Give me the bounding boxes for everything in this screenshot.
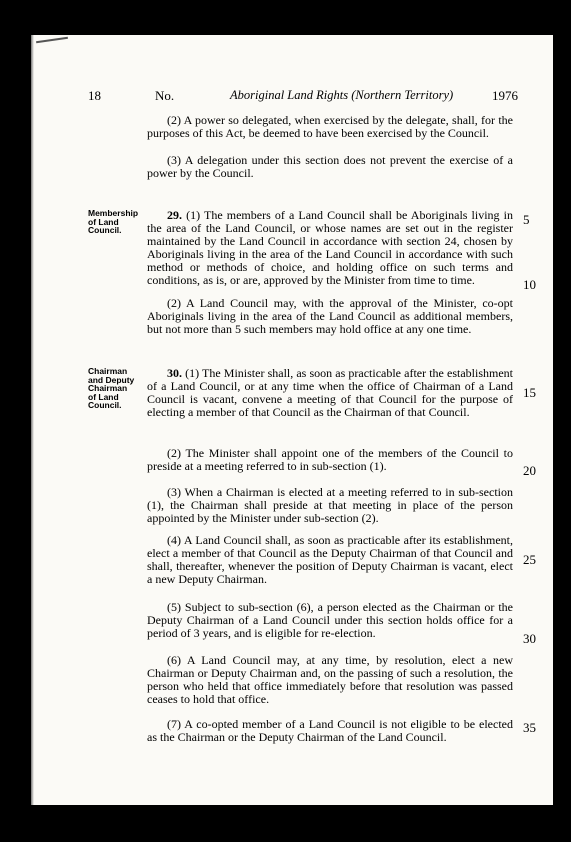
line-number: 20 [523, 463, 536, 478]
act-year: 1976 [492, 88, 518, 103]
running-header [88, 88, 518, 104]
act-number-label: No. [155, 88, 175, 103]
line-number: 10 [523, 277, 536, 292]
margin-note-line: of Land [88, 391, 119, 402]
section-number: 30. [167, 366, 182, 380]
section-30-subsection-6: (6) A Land Council may, at any time, by resolution, elect a new Chairman or Deputy Chairman and, on the passing of such a resolution, the person who held that office immediately before that resolution was passed ceases to hold that office. [147, 653, 513, 706]
margin-note-line: and Deputy [88, 374, 135, 385]
margin-note-line: Council. [88, 400, 122, 410]
paragraph-28-3: (3) A delegation under this section does not prevent the exercise of a power by the Council. [147, 153, 513, 180]
page-number: 18 [88, 88, 101, 103]
margin-note-line: Chairman [88, 366, 128, 376]
paragraph-28-2: (2) A power so delegated, when exercised by the delegate, shall, for the purposes of this Act, be deemed to have been exercised by the Council. [147, 113, 513, 140]
section-30-subsection-2: (2) The Minister shall appoint one of the members of the Council to preside at a meeting referred to in sub-section (1). [147, 446, 513, 473]
margin-note-section-30 [88, 367, 150, 410]
section-30-text: (1) The Minister shall, as soon as practicable after the establishment of a Land Council, or at any time when the office of Chairman of a Land Council is vacant, convene a meeting of that Council for the purpose of electing a member of that Council as the Chairman of that Council. [147, 366, 513, 419]
section-30-subsection-5: (5) Subject to sub-section (6), a person elected as the Chairman or the Deputy Chairman of a Land Council under this section holds office for a period of 3 years, and is eligible for re-election. [147, 600, 513, 640]
section-30-subsection-3: (3) When a Chairman is elected at a meeting referred to in sub-section (1), the Chairman shall preside at that meeting in place of the person appointed by the Minister under sub-section (2). [147, 485, 513, 525]
margin-note-line: Chairman [88, 383, 128, 393]
line-number: 15 [523, 385, 536, 400]
section-29-subsection-1 [147, 209, 513, 287]
margin-note-section-29 [88, 209, 150, 235]
line-number: 25 [523, 552, 536, 567]
line-number: 5 [523, 212, 530, 227]
section-30-subsection-4: (4) A Land Council shall, as soon as practicable after its establishment, elect a member of that Council as the Deputy Chairman of that Council and shall, thereafter, whenever the position of Deputy Chairman is vacant, elect a new Deputy Chairman. [147, 533, 513, 586]
line-number: 35 [523, 720, 536, 735]
margin-note-line: Membership [88, 208, 139, 218]
margin-note-line: of Land [88, 216, 119, 227]
section-30-subsection-7: (7) A co-opted member of a Land Council is not eligible to be elected as the Chairman or the Deputy Chairman of the Land Council. [147, 717, 513, 744]
line-number: 30 [523, 631, 536, 646]
page-edge-shadow [31, 35, 34, 805]
margin-note-line: Council. [88, 225, 122, 235]
section-number: 29. [167, 208, 182, 222]
section-29-subsection-2: (2) A Land Council may, with the approval of the Minister, co-opt Aboriginals living in the area of the Land Council as additional members, but not more than 5 such members may hold office at any one time. [147, 296, 513, 336]
section-29-text: (1) The members of a Land Council shall be Aboriginals living in the area of the Land Council, or whose names are set out in the register maintained by the Land Council in accordance with section 24, chosen by Aboriginals living in the area of the Land Council in accordance with such method or methods of choice, and holding office on such terms and conditions, as is, or are, approved by the Minister from time to time. [147, 208, 513, 287]
act-title: Aboriginal Land Rights (Northern Territory) [230, 88, 454, 102]
section-30-subsection-1 [147, 367, 513, 419]
